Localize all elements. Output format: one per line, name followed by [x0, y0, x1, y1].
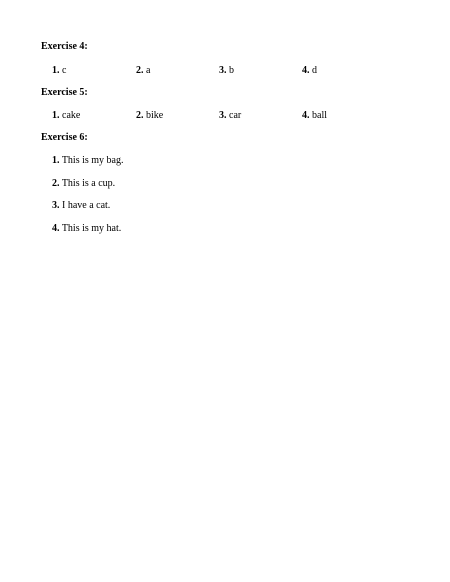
exercise-6-answer-2 — [52, 179, 115, 189]
answer-text: cake — [62, 110, 81, 121]
answer-text: b — [229, 65, 234, 76]
answer-text: I have a cat. — [62, 200, 111, 211]
exercise-5-answer-2 — [136, 111, 163, 121]
answer-text: This is my hat. — [61, 223, 122, 234]
exercise-4-answer-4 — [302, 66, 317, 76]
answer-number: 4. — [302, 110, 310, 121]
answer-number: 2. — [136, 65, 144, 76]
answer-number: 1. — [52, 110, 60, 121]
exercise-4-answer-1 — [52, 66, 66, 76]
exercise-5-answer-4 — [302, 111, 327, 121]
answer-number: 1. — [52, 65, 60, 76]
answer-text: car — [229, 110, 242, 121]
exercise-4-heading: Exercise 4: — [41, 41, 88, 52]
exercise-4-answers — [0, 66, 450, 78]
answer-number: 2. — [52, 178, 60, 189]
exercise-6-answer-4 — [52, 224, 121, 234]
exercise-6-answer-1 — [52, 156, 124, 166]
exercise-6-answer-3 — [52, 201, 110, 211]
answer-number: 4. — [52, 223, 60, 234]
answer-number: 2. — [136, 110, 144, 121]
answer-number: 3. — [52, 200, 60, 211]
answer-text: a — [146, 65, 151, 76]
answer-text: bike — [146, 110, 164, 121]
answer-number: 3. — [219, 110, 227, 121]
answer-text: This is my bag. — [61, 155, 124, 166]
exercise-5-heading: Exercise 5: — [41, 87, 88, 98]
answer-text: d — [312, 65, 317, 76]
exercise-4-answer-2 — [136, 66, 150, 76]
answer-text: This is a cup. — [61, 178, 116, 189]
exercise-4-answer-3 — [219, 66, 234, 76]
exercise-5-answer-1 — [52, 111, 80, 121]
answer-text: c — [62, 65, 67, 76]
exercise-5-answers — [0, 111, 450, 123]
answer-text: ball — [312, 110, 327, 121]
answer-number: 3. — [219, 65, 227, 76]
exercise-5-answer-3 — [219, 111, 241, 121]
answer-number: 4. — [302, 65, 310, 76]
answer-number: 1. — [52, 155, 60, 166]
exercise-6-heading: Exercise 6: — [41, 132, 88, 143]
